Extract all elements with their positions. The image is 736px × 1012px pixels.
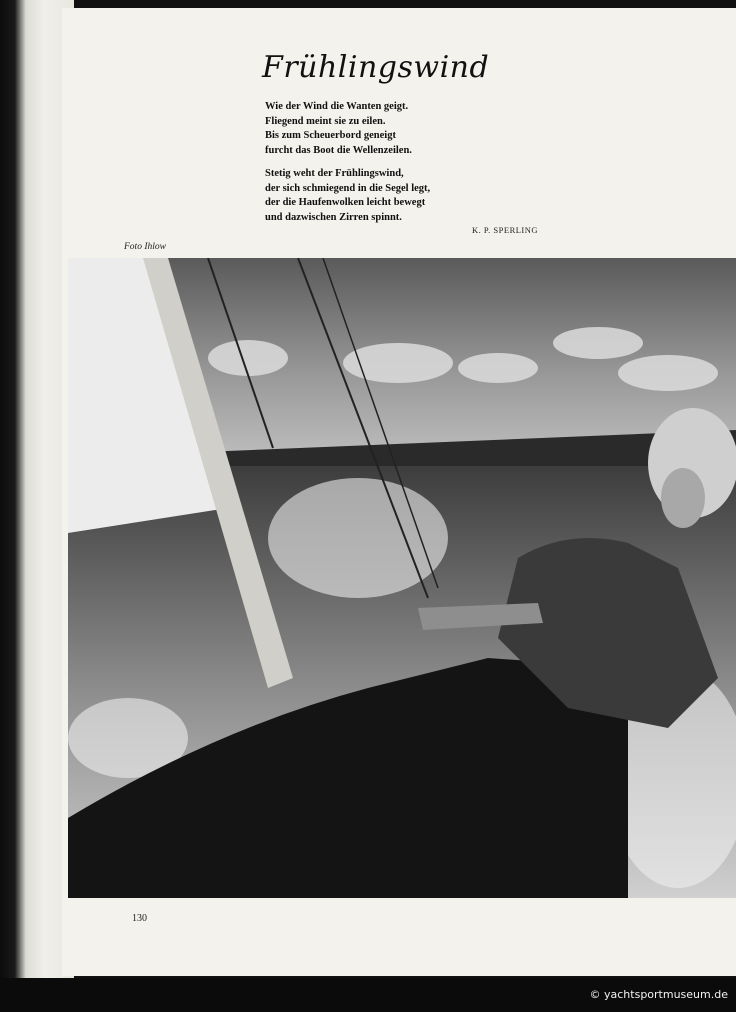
poem-stanza-2 — [265, 167, 565, 225]
sailboat-photo — [68, 258, 736, 898]
poem-line: Bis zum Scheuerbord geneigt — [265, 130, 396, 141]
poem-line: und dazwischen Zirren spinnt. — [265, 211, 402, 223]
poem-title: Frühlingswind — [262, 50, 490, 85]
poem-author: K. P. SPERLING — [472, 225, 539, 235]
poem-line: Wie der Wind die Wanten geigt. — [265, 101, 409, 112]
poem-body — [265, 100, 565, 234]
poem-line: der sich schmiegend in die Segel legt, — [265, 182, 431, 194]
poem-stanza-1 — [265, 100, 565, 158]
poem-line: furcht das Boot die Wellenzeilen. — [265, 144, 412, 156]
watermark-text: © yachtsportmuseum.de — [589, 988, 728, 1001]
poem-line: Stetig weht der Frühlingswind, — [265, 168, 404, 179]
poem-line: der die Haufenwolken leicht bewegt — [265, 197, 426, 208]
sailboat-photo-svg — [68, 258, 736, 898]
photo-credit: Foto Ihlow — [124, 242, 166, 252]
poem-line: Fliegend meint sie zu eilen. — [265, 115, 386, 127]
page-number: 130 — [132, 913, 147, 924]
